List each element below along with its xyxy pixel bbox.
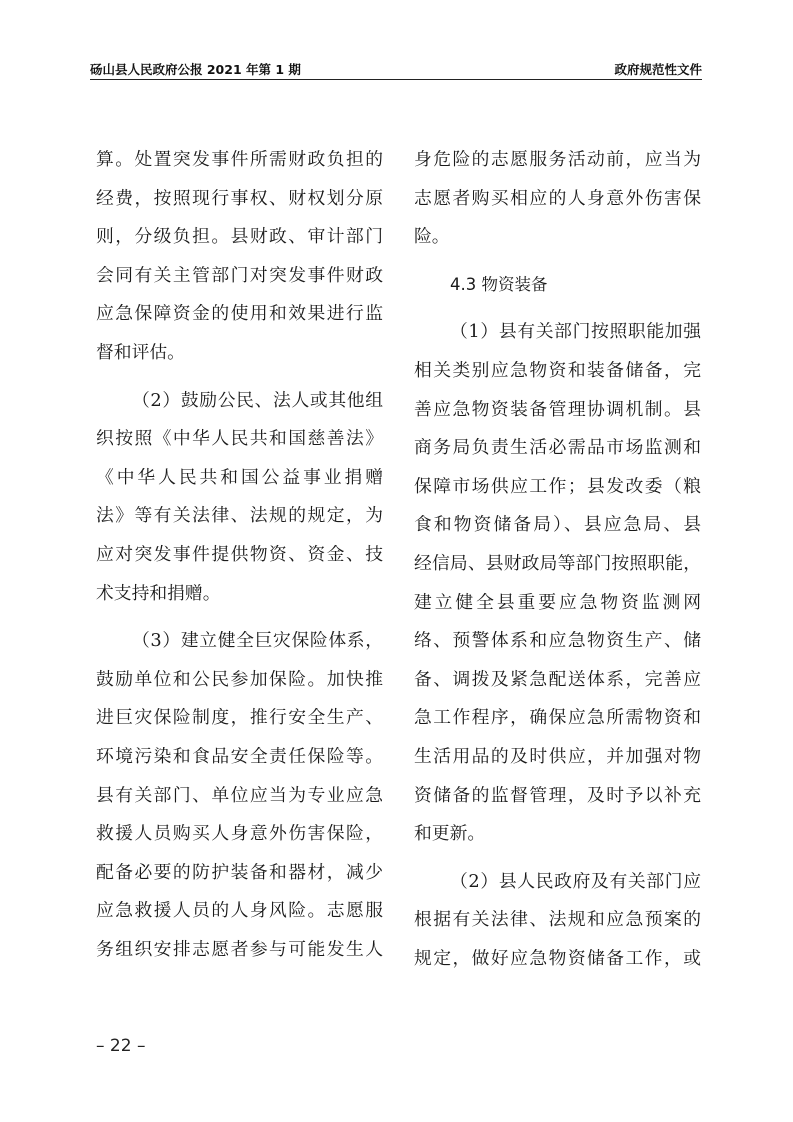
text-line: 进巨灾保险制度，推行安全生产、: [96, 707, 383, 729]
text-line: 则，分级负担。县财政、审计部门: [96, 226, 383, 248]
text-line: 应对突发事件提供物资、资金、技: [96, 543, 383, 565]
text-line: 应急救援人员的人身风险。志愿服: [96, 900, 383, 922]
left-text-column: [96, 141, 383, 969]
text-line: 险。: [414, 226, 450, 248]
text-line: 《中华人民共和国公益事业捐赠: [96, 466, 383, 488]
text-line: 备、调拨及紧急配送体系，完善应: [414, 668, 701, 690]
text-line: （2）县人民政府及有关部门应: [450, 870, 701, 892]
text-line: 商务局负责生活必需品市场监测和: [414, 437, 701, 459]
bulletin-title: 砀山县人民政府公报 2021 年第 1 期: [90, 62, 301, 77]
text-line: 法》等有关法律、法规的规定，为: [96, 505, 383, 527]
text-line: 根据有关法律、法规和应急预案的: [414, 909, 701, 931]
text-line: 环境污染和食品安全责任保险等。: [96, 745, 383, 767]
text-line: 算。处置突发事件所需财政负担的: [96, 149, 383, 170]
text-line: 食和物资储备局）、县应急局、县: [414, 514, 701, 536]
text-line: （3）建立健全巨灾保险体系，: [132, 630, 383, 652]
text-line: 身危险的志愿服务活动前，应当为: [414, 149, 701, 170]
text-line: 配备必要的防护装备和器材，减少: [96, 861, 383, 883]
page-number: – 22 –: [96, 1036, 146, 1056]
text-line: 保障市场供应工作；县发改委（粮: [414, 475, 701, 497]
text-line: 规定，做好应急物资储备工作，或: [414, 947, 701, 969]
text-line: 络、预警体系和应急物资生产、储: [414, 630, 701, 652]
section-title: 政府规范性文件: [614, 62, 702, 77]
section-heading: 4.3 物资装备: [450, 274, 548, 294]
text-line: 志愿者购买相应的人身意外伤害保: [414, 187, 701, 209]
text-line: 务组织安排志愿者参与可能发生人: [96, 938, 383, 960]
text-line: 应急保障资金的使用和效果进行监: [96, 303, 383, 325]
right-text-column: [414, 141, 701, 978]
text-line: 建立健全县重要应急物资监测网: [414, 591, 701, 613]
text-line: 生活用品的及时供应，并加强对物: [414, 745, 701, 767]
running-header: [90, 60, 702, 80]
text-line: 经费，按照现行事权、财权划分原: [96, 187, 383, 209]
text-line: 县有关部门、单位应当为专业应急: [96, 784, 383, 806]
header-divider: [90, 79, 702, 80]
text-line: 善应急物资装备管理协调机制。县: [414, 398, 701, 420]
text-line: 鼓励单位和公民参加保险。加快推: [96, 668, 383, 690]
text-line: 督和评估。: [96, 341, 185, 363]
text-line: （1）县有关部门按照职能加强: [450, 321, 701, 343]
text-line: 经信局、县财政局等部门按照职能，: [414, 552, 701, 574]
text-line: 和更新。: [414, 823, 486, 845]
text-line: 急工作程序，确保应急所需物资和: [414, 707, 701, 729]
text-line: 相关类别应急物资和装备储备，完: [414, 359, 701, 381]
text-line: 资储备的监督管理，及时予以补充: [414, 784, 701, 806]
text-line: （2）鼓励公民、法人或其他组: [132, 389, 383, 411]
text-line: 织按照《中华人民共和国慈善法》: [96, 428, 383, 450]
text-line: 救援人员购买人身意外伤害保险，: [96, 823, 383, 845]
text-line: 术支持和捐赠。: [96, 582, 221, 604]
text-line: 会同有关主管部门对突发事件财政: [96, 264, 383, 286]
